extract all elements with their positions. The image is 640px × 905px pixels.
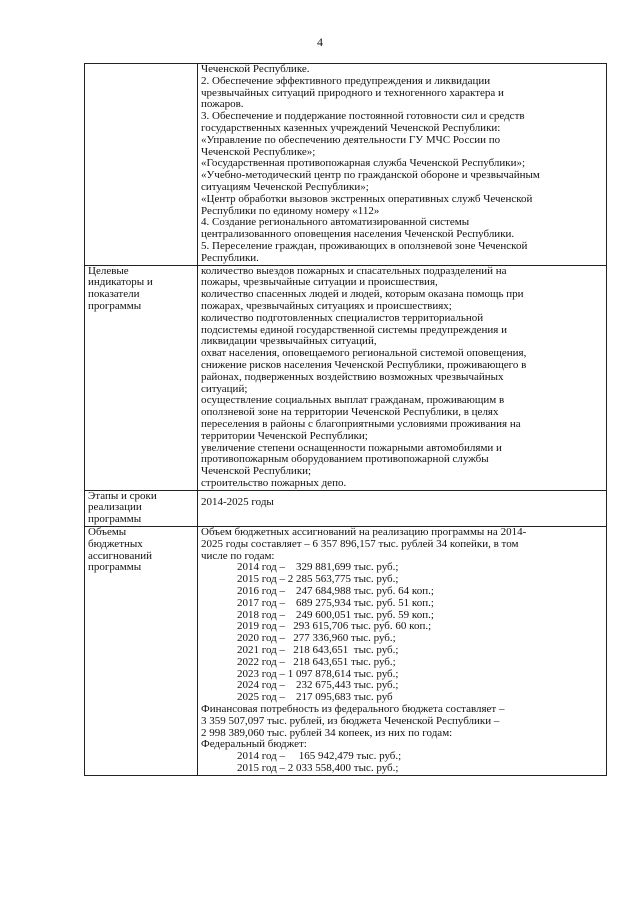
stages-value: 2014-2025 годы [201,495,274,508]
funding-label-line: Объемы [88,526,127,539]
funding-year-line: 2020 год – 277 336,960 тыс. руб.; [237,632,396,645]
program-passport-table [84,63,607,776]
indicator-line: переселения в районы с благоприятными условиями проживания на [201,417,521,430]
indicators-content-cell [198,265,607,490]
funding-year-line: 2022 год – 218 643,651 тыс. руб.; [237,655,396,668]
funding-year-line: 2019 год – 293 615,706 тыс. руб. 60 коп.; [237,620,432,633]
funding-year-line: 2016 год – 247 684,988 тыс. руб. 64 коп.; [237,585,434,598]
funding-federal-line: 3 359 507,097 тыс. рублей, из бюджета Чеченской Республики – [201,714,500,727]
tasks-line: 2. Обеспечение эффективного предупреждения и ликвидации [201,74,491,87]
funding-year-line: 2025 год – 217 095,683 тыс. руб [237,691,393,704]
indicator-line: ситуаций; [201,382,248,395]
funding-label-line: ассигнований [88,549,153,562]
indicators-label-cell [85,265,198,490]
indicators-label-line: программы [88,299,142,312]
indicators-label-line: индикаторы и [88,276,153,289]
page-number: 4 [317,35,323,49]
funding-label-line: бюджетных [88,537,143,550]
indicator-line: количество спасенных людей и людей, которым оказана помощь при [201,288,524,301]
indicators-label-line: Целевые [88,264,129,277]
indicator-line: пожарах, чрезвычайных ситуациях и происшествиях; [201,299,452,312]
tasks-line: «Центр обработки вызовов экстренных оперативных служб Чеченской [201,192,533,205]
tasks-line: Республики. [201,251,259,264]
funding-year-line: 2021 год – 218 643,651 тыс. руб.; [237,644,399,657]
federal-year-line: 2014 год – 165 942,479 тыс. руб.; [237,750,402,763]
stages-row [85,490,607,526]
indicator-line: охват населения, оповещаемого региональной системой оповещения, [201,347,527,360]
tasks-line: «Государственная противопожарная служба Чеченской Республики»; [201,157,526,170]
indicators-row [85,265,607,490]
tasks-row [85,64,607,266]
funding-label-cell [85,527,198,776]
funding-intro-line: числе по годам: [201,549,275,562]
funding-intro-line: 2025 годы составляет – 6 357 896,157 тыс. рублей 34 копейки, в том [201,537,519,550]
indicators-label-line: показатели [88,288,140,301]
tasks-line: государственных казенных учреждений Чеченской Республики: [201,121,501,134]
indicator-line: увеличение степени оснащенности пожарными автомобилями и [201,441,502,454]
indicator-line: оползневой зоне на территории Чеченской Республики, в целях [201,406,499,419]
tasks-line: 3. Обеспечение и поддержание постоянной готовности сил и средств [201,110,525,123]
funding-federal-line: 2 998 389,060 тыс. рублей 34 копеек, из них по годам: [201,726,453,739]
funding-intro-line: Объем бюджетных ассигнований на реализацию программы на 2014- [201,526,527,539]
indicator-line: Чеченской Республики; [201,465,312,478]
funding-year-line: 2014 год – 329 881,699 тыс. руб.; [237,561,399,574]
tasks-line: «Управление по обеспечению деятельности ГУ МЧС России по [201,133,501,146]
funding-year-line: 2015 год – 2 285 563,775 тыс. руб.; [237,573,399,586]
indicator-line: строительство пожарных депо. [201,476,347,489]
tasks-line: централизованного оповещения населения Чеченской Республики. [201,228,515,241]
tasks-line: Чеченской Республике. [201,63,310,75]
funding-federal-line: Федеральный бюджет: [201,738,307,751]
stages-label-line: реализации [88,501,142,514]
funding-year-line: 2017 год – 689 275,934 тыс. руб. 51 коп.; [237,596,434,609]
stages-label-line: Этапы и сроки [88,489,157,502]
tasks-line: Республики по единому номеру «112» [201,204,380,217]
tasks-line: Чеченской Республике»; [201,145,316,158]
indicator-line: подсистемы единой государственной системы предупреждения и [201,323,507,336]
indicator-line: пожары, чрезвычайные ситуации и происшествия, [201,276,438,289]
indicator-line: количество подготовленных специалистов территориальной [201,311,484,324]
indicator-line: ликвидации чрезвычайных ситуаций, [201,335,377,348]
stages-content-cell [198,490,607,526]
funding-label-line: программы [88,561,142,574]
funding-year-line: 2024 год – 232 675,443 тыс. руб.; [237,679,399,692]
funding-content-cell [198,527,607,776]
tasks-line: ситуациям Чеченской Республики»; [201,180,369,193]
indicator-line: противопожарным оборудованием противопожарной службы [201,453,489,466]
federal-year-line: 2015 год – 2 033 558,400 тыс. руб.; [237,762,399,775]
indicator-line: территории Чеченской Республики; [201,429,368,442]
tasks-line: пожаров. [201,98,244,111]
funding-year-line: 2023 год – 1 097 878,614 тыс. руб.; [237,667,399,680]
indicator-line: районах, подверженных воздействию возможных чрезвычайных [201,370,504,383]
tasks-line: 5. Переселение граждан, проживающих в оползневой зоне Чеченской [201,239,528,252]
indicator-line: осуществление социальных выплат гражданам, проживающим в [201,394,505,407]
tasks-label-cell [85,64,198,266]
indicator-line: снижение рисков населения Чеченской Республики, проживающего в [201,358,527,371]
tasks-line: «Учебно-методический центр по гражданской обороне и чрезвычайным [201,169,540,182]
tasks-line: 4. Создание регионального автоматизированной системы [201,216,470,229]
tasks-content-cell [198,64,607,266]
stages-label-cell [85,490,198,526]
funding-year-line: 2018 год – 249 600,051 тыс. руб. 59 коп.; [237,608,434,621]
tasks-line: чрезвычайных ситуаций природного и техногенного характера и [201,86,504,99]
funding-federal-line: Финансовая потребность из федерального бюджета составляет – [201,703,505,716]
indicator-line: количество выездов пожарных и спасательных подразделений на [201,264,507,277]
stages-label-line: программы [88,513,142,526]
funding-row [85,527,607,776]
